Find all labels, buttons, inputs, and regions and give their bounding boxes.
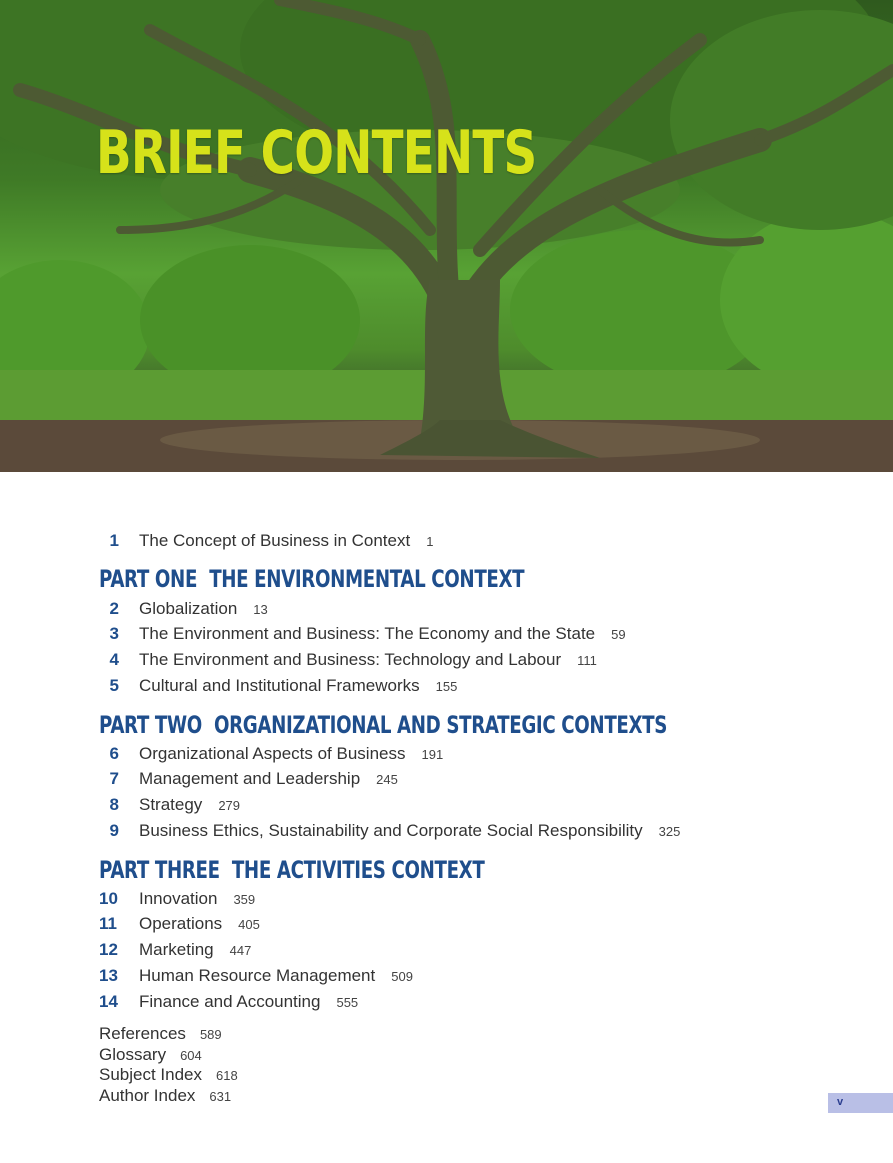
chapter-title: Finance and Accounting [139,992,321,1011]
back-matter-title: Author Index [99,1086,196,1105]
chapter-page: 1 [426,534,434,549]
page-number: v [837,1096,844,1108]
chapter-title: Cultural and Institutional Frameworks [139,676,420,695]
chapter-title: Human Resource Management [139,966,376,985]
chapter-title: Innovation [139,889,218,908]
chapter-row[interactable] [99,676,457,698]
back-matter-row[interactable] [99,1045,202,1065]
back-matter-page: 618 [216,1068,238,1083]
back-matter-page: 604 [180,1048,202,1063]
part-title: THE ACTIVITIES CONTEXT [231,856,485,884]
chapter-page: 509 [391,969,413,984]
chapter-row[interactable] [99,795,240,817]
part-label: PART THREE [99,856,220,884]
chapter-page: 405 [238,917,260,932]
chapter-number: 12 [99,940,118,959]
chapter-title: The Concept of Business in Context [139,531,411,550]
page-title: BRIEF CONTENTS [96,118,537,188]
chapter-number: 11 [99,914,117,933]
part-heading [99,711,667,739]
chapter-page: 111 [577,653,597,668]
chapter-number: 7 [109,769,119,788]
back-matter-page: 631 [209,1089,232,1104]
tree-illustration [0,0,893,472]
chapter-number: 10 [99,889,118,908]
chapter-number: 5 [109,676,119,695]
chapter-title: Globalization [139,599,238,618]
chapter-title: The Environment and Business: The Economy and the State [139,624,596,643]
part-heading [99,565,524,593]
chapter-number: 14 [99,992,118,1011]
chapter-title: The Environment and Business: Technology and Labour [139,650,562,669]
chapter-page: 59 [611,627,626,642]
chapter-row[interactable] [99,914,260,936]
chapter-row[interactable] [99,821,680,843]
back-matter-title: Glossary [99,1045,167,1064]
chapter-row[interactable] [99,624,626,646]
chapter-page: 359 [233,892,256,907]
chapter-title: Business Ethics, Sustainability and Corporate Social Responsibility [139,821,643,840]
chapter-page: 245 [376,772,398,787]
part-title: ORGANIZATIONAL AND STRATEGIC CONTEXTS [214,711,667,739]
part-label: PART TWO [99,711,202,739]
chapter-row[interactable] [99,992,358,1014]
chapter-row[interactable] [99,599,268,621]
chapter-title: Organizational Aspects of Business [139,744,406,763]
chapter-number: 13 [99,966,118,985]
chapter-row[interactable] [99,966,413,988]
chapter-title: Strategy [139,795,203,814]
chapter-number: 6 [109,744,119,763]
chapter-row[interactable] [99,940,251,962]
chapter-row[interactable] [99,650,597,672]
chapter-number: 2 [109,599,119,618]
chapter-number: 1 [109,531,119,550]
chapter-number: 4 [109,650,119,669]
chapter-page: 279 [218,798,241,813]
chapter-page: 447 [229,943,252,958]
chapter-page: 325 [658,824,681,839]
chapter-row[interactable] [99,889,255,911]
back-matter-title: Subject Index [99,1065,203,1084]
back-matter-row[interactable] [99,1024,222,1044]
chapter-page: 13 [253,602,268,617]
chapter-page: 191 [421,747,444,762]
back-matter-page: 589 [199,1027,222,1042]
back-matter-row[interactable] [99,1086,231,1106]
back-matter-row[interactable] [99,1065,238,1085]
chapter-title: Operations [139,914,223,933]
chapter-page: 155 [435,679,458,694]
chapter-page: 555 [336,995,359,1010]
page-number-tab [828,1093,893,1113]
part-heading [99,856,484,884]
back-matter-title: References [99,1024,186,1043]
chapter-title: Management and Leadership [139,769,361,788]
chapter-row[interactable] [99,769,398,791]
chapter-number: 9 [109,821,119,840]
chapter-number: 3 [109,624,119,643]
hero-tree-image [0,0,893,472]
part-label: PART ONE [99,565,198,593]
chapter-row[interactable] [99,531,433,553]
chapter-title: Marketing [139,940,214,959]
part-title: THE ENVIRONMENTAL CONTEXT [209,565,525,593]
chapter-number: 8 [109,795,119,814]
chapter-row[interactable] [99,744,443,766]
